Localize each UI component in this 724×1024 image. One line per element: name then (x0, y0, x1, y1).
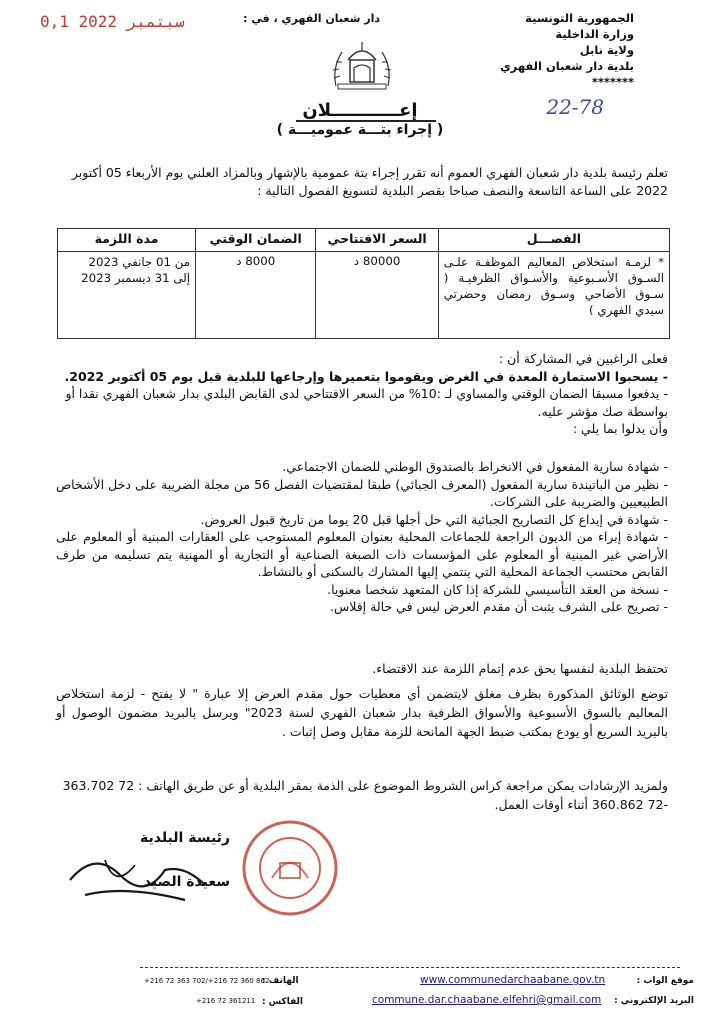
header-line: وزارة الداخلية (555, 27, 634, 41)
conditions-section (56, 350, 668, 438)
required-documents (56, 458, 668, 616)
header-institution (414, 10, 634, 90)
header-line: بلدية دار شعبان الفهري (500, 59, 634, 73)
col-deposit-header: الضمان الوقتي (196, 229, 316, 252)
header-line: ******* (591, 75, 634, 89)
document-item: - شهادة إبراء من الديون الراجعة للجماعات المحلية بعنوان المعلوم المستوجب على العقارات المبنية أو المعلوم على الأراضي غير المبنية أو المعلوم على المؤسسات ذات الصبغة الصناعية أو التجارية أو المهنية يتم تسليمه من طرف القابض محتسب الجماعة المحلية التي ينتمي إليها المشارك بالسكنى أو بالنشاط. (56, 529, 668, 579)
lots-table (57, 228, 670, 339)
signatory-title: رئيسة البلدية (140, 830, 230, 846)
info-paragraph: ولمزيد الإرشادات يمكن مراجعة كراس الشروط الموضوع على الذمة بمقر البلدية أو عن طريق الهاتف : 72 363.702 -72 360.862 أثناء أوقات العمل. (62, 778, 668, 812)
footer-divider (140, 967, 680, 968)
condition-item: - يدفعوا مسبقا الضمان الوقتي والمساوي لـ :10% من السعر الافتتاحي لدى القابض البلدي بدار شعبان الفهري نقدا أو بواسطة صك مؤشر عليه. (65, 386, 668, 419)
phone-numbers: +216 72 363 702/+216 72 360 862 (144, 977, 270, 985)
document-item: - تصريح على الشرف يثبت أن مقدم العرض ليس في حالة إفلاس. (330, 599, 668, 614)
condition-item: - يسحبوا الاستمارة المعدة في الغرض ويقوموا بتعميرها وإرجاعها للبلدية قبل يوم 05 أكتوبر 2022. (64, 368, 668, 384)
page-title: إعـــــــــــلان (302, 100, 418, 121)
website-label: موقع الواب : (636, 976, 694, 986)
opening-price-cell: 80000 د (316, 252, 438, 339)
duration-cell (58, 252, 196, 339)
col-lot-header: الفصـــل (438, 229, 669, 252)
signatory-name: سعيدة الصيد (143, 874, 230, 890)
document-item: - نظير من الباتيندة سارية المفعول (المعرف الجبائي) طبقا لمقتضيات الفصل 56 من مجلة الضريبة على دخل الأشخاص الطبيعيين والضريبة على الشركات. (56, 476, 668, 509)
intro-paragraph: تعلم رئيسة بلدية دار شعبان الفهري العموم أنه تقرر إجراء بتة عمومية بالإشهار وبالمزاد العلني يوم الأربعاء 05 أكتوبر 2022 على الساعة التاسعة والنصف صباحا بقصر البلدية لتسويغ الفصول التالية : (71, 165, 668, 198)
table-header-row (58, 229, 670, 252)
email-link[interactable]: commune.dar.chaabane.elfehri@gmail.com (372, 994, 602, 1006)
phone-label: الهاتف : (262, 976, 299, 986)
deposit-cell: 8000 د (196, 252, 316, 339)
document-item: - شهادة سارية المفعول في الانخراط بالصندوق الوطني للضمان الاجتماعي. (282, 459, 668, 474)
website-link[interactable]: www.communedarchaabane.gov.tn (420, 974, 606, 986)
lot-cell: * لزمـة استخلاص المعاليم الموظفـة علـى السـوق الأسـبوعية والأسـواق الظرفيـة ( سـوق الأضاحي وسـوق رمضان وحضرتي سيدي الفهري ) (438, 252, 669, 339)
official-seal-icon (240, 818, 340, 918)
document-item: - نسخة من العقد التأسيسي للشركة إذا كان المتعهد شخصا معنويا. (327, 581, 668, 597)
fax-label: الفاكس : (262, 997, 304, 1007)
fax-number: +216 72 361211 (196, 997, 256, 1005)
duration-end: إلى 31 ديسمبر 2023 (81, 271, 191, 285)
municipality-emblem-icon (328, 38, 396, 90)
duration-start: من 01 جانفي 2023 (88, 255, 191, 269)
header-line: الجمهورية التونسية (525, 11, 634, 25)
header-line: ولاية نابل (579, 43, 634, 57)
col-price-header: السعر الافتتاحي (316, 229, 438, 252)
email-label: البريد الإلكتروني : (614, 996, 694, 1006)
document-item: - شهادة في إيداع كل التصاريح الجبائية التي حل أجلها قبل 20 يوما من تاريخ قبول العروض. (200, 511, 668, 527)
submission-instructions: توضع الوثائق المذكورة بظرف مغلق لايتضمن أي معطيات حول مقدم العرض إلا عبارة " لا يفتح - لزمة استخلاص المعاليم بالسوق الأسبوعية والأسواق الظرفية بدار شعبان الفهري لسنة 2023" ويرسل بالبريد مضمون الوصول أو بالبريد السريع أو يودع بمكتب ضبط الجهة المانحة للزمة مقابل وصل إثبات . (56, 686, 668, 739)
col-duration-header: مدة اللزمة (58, 229, 196, 252)
reserve-clause: تحتفظ البلدية لنفسها بحق عدم إتمام اللزمة عند الاقتضاء. (372, 661, 668, 676)
table-row (58, 252, 670, 339)
documents-intro: وأن يدلوا بما يلي : (572, 421, 668, 436)
date-stamp: 0,1 سبتمبر 2022 (40, 12, 185, 31)
reference-number: 22-78 (546, 95, 604, 119)
place-date: دار شعبان الفهري ، في : (243, 12, 380, 25)
page-subtitle: ( إجراء بتـــة عموميـــة ) (276, 122, 444, 138)
conditions-intro: فعلى الراغبين في المشاركة أن : (498, 351, 668, 366)
